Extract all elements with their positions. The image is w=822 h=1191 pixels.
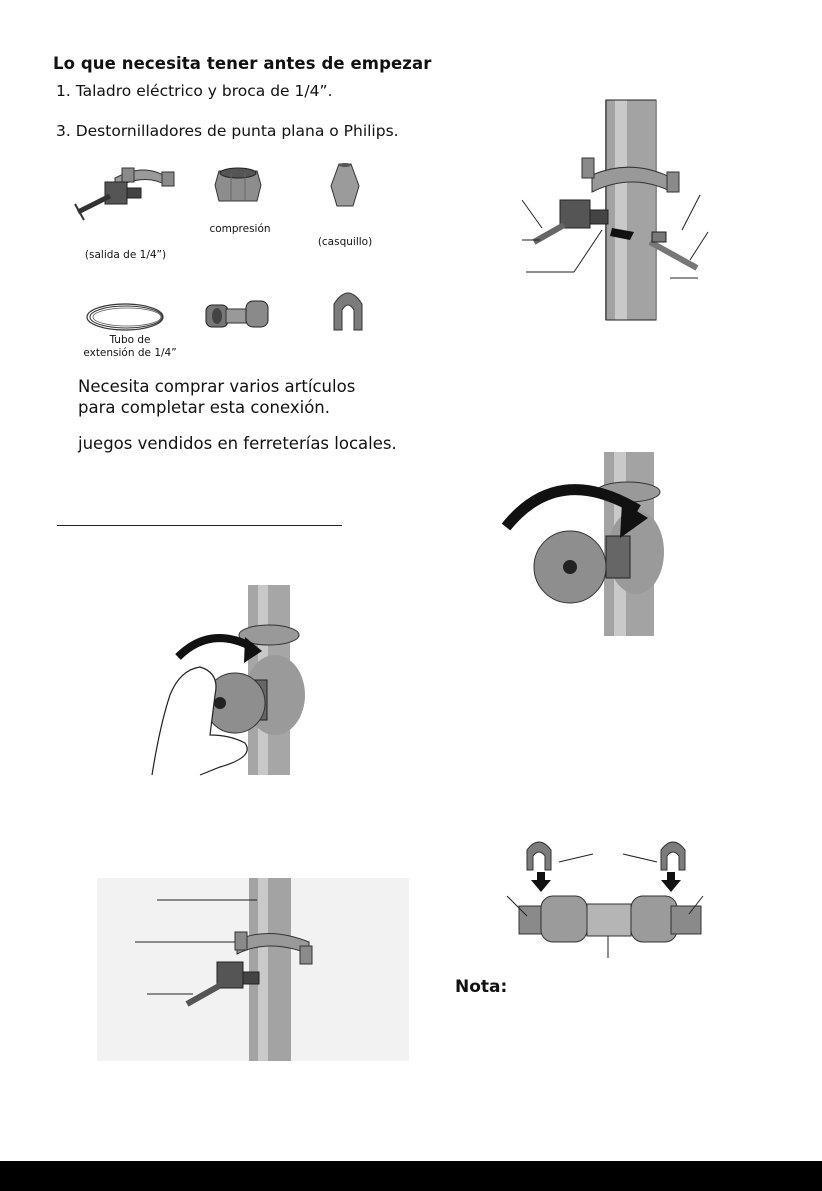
hand-turning-valve-illustration (140, 585, 310, 780)
valve-turning-illustration (498, 452, 658, 636)
sleeve-icon (325, 160, 365, 210)
page-title: Lo que necesita tener antes de empezar (53, 54, 432, 73)
tubing-connection-illustration (522, 100, 712, 320)
note-line-2: para completar esta conexión. (78, 398, 330, 417)
compression-nut-icon (213, 165, 263, 207)
requirement-screwdrivers-text: 3. Destornilladores de punta plana o Philips. (56, 122, 399, 140)
tubing-caption-line2: extensión de 1/4” (83, 347, 177, 359)
saddle-valve-on-pipe-illustration (97, 878, 409, 1061)
note-line-3: juegos vendidos en ferreterías locales. (78, 434, 397, 453)
union-connector-clips-illustration (505, 832, 715, 960)
sleeve-caption: (casquillo) (317, 236, 373, 248)
nota-label: Nota: (455, 977, 508, 997)
tubing-coil-icon (85, 300, 170, 335)
section-divider (57, 525, 342, 526)
requirement-drill: 1. Taladro eléctrico y broca de 1/4”. (56, 82, 333, 100)
saddle-valve-caption: (salida de 1/4”) (84, 249, 167, 261)
union-connector-icon (204, 295, 270, 335)
note-line-1: Necesita comprar varios artículos (78, 377, 356, 396)
locking-clip-icon (328, 288, 368, 333)
footer-bar (0, 1161, 822, 1191)
saddle-valve-icon (70, 160, 185, 225)
tubing-caption-line1: Tubo de (109, 334, 151, 346)
compression-nut-caption: compresión (209, 223, 271, 235)
